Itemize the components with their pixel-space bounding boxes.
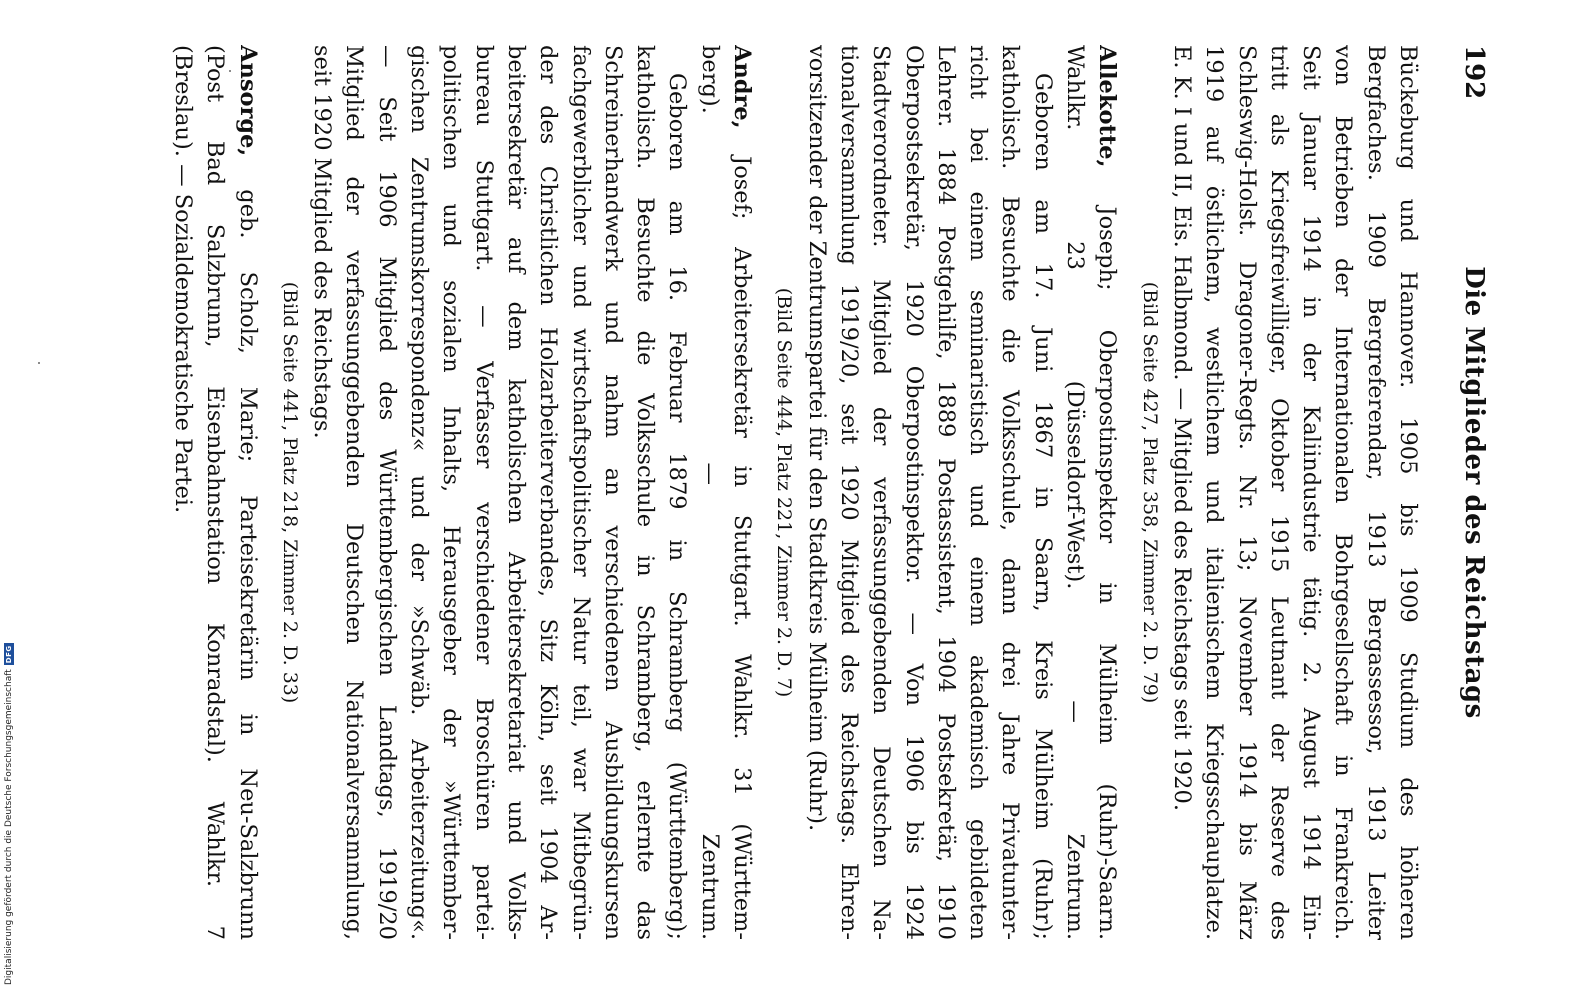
text-line: Seit Januar 1914 in der Kaliindustrie tätig. 2. August 1914 Ein-: [1298, 45, 1325, 940]
text-line: (Post Bad Salzbrunn, Eisenbahnstation Konradstal). Wahlkr. 7: [202, 45, 229, 940]
text-line: von Betrieben der Internationalen Bohrgesellschaft in Frankreich.: [1330, 45, 1357, 940]
member-details: geb. Scholz, Marie; Parteisekretärin in Neu-Salzbrunn: [234, 156, 261, 940]
picture-reference: (Bild Seite 444, Platz 221, Zimmer 2. D. 7): [773, 287, 796, 698]
credit-text: Digitalisierung gefördert durch die Deutsche Forschungsgemeinschaft: [4, 669, 14, 985]
text-line: katholisch. Besuchte die Volksschule, dann drei Jahre Privatunter-: [997, 45, 1024, 940]
text-line: Stadtverordneter. Mitglied der verfassunggebenden Deutschen Na-: [868, 45, 895, 940]
running-head: Die Mitglieder des Reichstags: [1459, 266, 1489, 719]
text-line: richt bei einem seminaristisch und einem akademisch gebildeten: [965, 45, 992, 940]
member-name: Allekotte,: [1094, 45, 1121, 168]
text-line: vorsitzender der Zentrumspartei für den Stadtkreis Mülheim (Ruhr).: [803, 45, 830, 832]
text-line: berg). — Zentrum.: [696, 45, 723, 940]
page-number: 192: [1459, 45, 1489, 100]
text-line: Lehrer. 1884 Postgehilfe, 1889 Postassistent, 1904 Postsekretär, 1910: [932, 45, 959, 940]
text-line: seit 1920 Mitglied des Reichstags.: [309, 45, 336, 439]
text-line: bureau Stuttgart. — Verfasser verschiedener Broschüren partei-: [470, 45, 497, 940]
text-line: politischen und sozialen Inhalts, Herausgeber der »Württember-: [438, 45, 465, 940]
scan-speck: [229, 70, 231, 72]
member-details: Josef; Arbeitersekretär in Stuttgart. Wahlkr. 31 (Württem-: [729, 128, 756, 940]
scan-speck: [38, 362, 40, 364]
member-entry: [274, 45, 758, 940]
text-line: tionalversammlung 1919/20, seit 1920 Mitglied des Reichstags. Ehren-: [835, 45, 862, 940]
text-line: fachgewerblicher und wirtschaftspolitischer Natur teil, war Mitbegrün-: [567, 45, 594, 940]
text-line: — Seit 1906 Mitglied des Württembergischen Landtags, 1919/20: [373, 45, 400, 940]
member-details: Joseph; Oberpostinspektor in Mülheim (Ruhr)-Saarn.: [1094, 167, 1121, 940]
member-entry: [1133, 45, 1424, 940]
document-page: [130, 45, 1490, 940]
text-line: gischen Zentrumskorrespondenz« und der »Schwäb. Arbeiterzeitung«.: [406, 45, 433, 940]
text-line: Bergfaches. 1909 Bergreferendar, 1913 Bergassessor, 1913 Leiter: [1362, 45, 1389, 940]
member-name: Ansorge,: [234, 45, 261, 157]
page-header: [1450, 45, 1490, 940]
text-line: Wahlkr. 23 (Düsseldorf-West). — Zentrum.: [1062, 45, 1089, 940]
text-line: beitersekretär auf dem katholischen Arbeitersekretariat und Volks-: [502, 45, 529, 940]
text-line: Schreinerhandwerk und nahm an verschiedenen Ausbildungskursen: [599, 45, 626, 940]
text-line: Bückeburg und Hannover. 1905 bis 1909 Studium des höheren: [1395, 45, 1421, 940]
text-line: Geboren am 17. Juni 1867 in Saarn, Kreis Mülheim (Ruhr);: [1029, 73, 1056, 940]
text-line: Schleswig-Holst. Dragoner-Regts. Nr. 13; November 1914 bis März: [1233, 45, 1260, 940]
member-entry: [768, 45, 1123, 940]
text-line: 1919 auf östlichem, westlichem und italienischem Kriegsschauplatze.: [1201, 45, 1228, 940]
picture-reference: (Bild Seite 427, Platz 358, Zimmer 2. D. 79): [1138, 281, 1161, 704]
page-body: [167, 45, 1424, 940]
text-line: Oberpostsekretär, 1920 Oberpostinspektor. — Von 1906 bis 1924: [900, 45, 927, 940]
text-line: tritt als Kriegsfreiwilliger, Oktober 1915 Leutnant der Reserve des: [1265, 45, 1292, 940]
dfg-logo: DFG: [5, 645, 13, 664]
digitization-credit: [4, 643, 14, 985]
text-line: E. K. I und II, Eis. Halbmond. — Mitglied des Reichstags seit 1920.: [1168, 45, 1195, 812]
member-name: Andre,: [729, 45, 756, 129]
text-line: Mitglied der verfassunggebenden Deutschen Nationalversammlung,: [341, 45, 368, 940]
member-entry: [167, 45, 264, 940]
text-line: katholisch. Besuchte die Volksschule in Schramberg, erlernte das: [632, 45, 659, 940]
text-line: (Breslau). — Sozialdemokratische Partei.: [170, 45, 197, 514]
text-line: [726, 45, 758, 940]
text-line: [231, 45, 263, 940]
text-line: [1091, 45, 1123, 940]
text-line: Geboren am 16. Februar 1879 in Schramberg (Württemberg);: [664, 73, 691, 940]
text-line: der des Christlichen Holzarbeiterverbandes, Sitz Köln, seit 1904 Ar-: [535, 45, 562, 940]
picture-reference: (Bild Seite 441, Platz 218, Zimmer 2. D. 33): [278, 281, 301, 704]
